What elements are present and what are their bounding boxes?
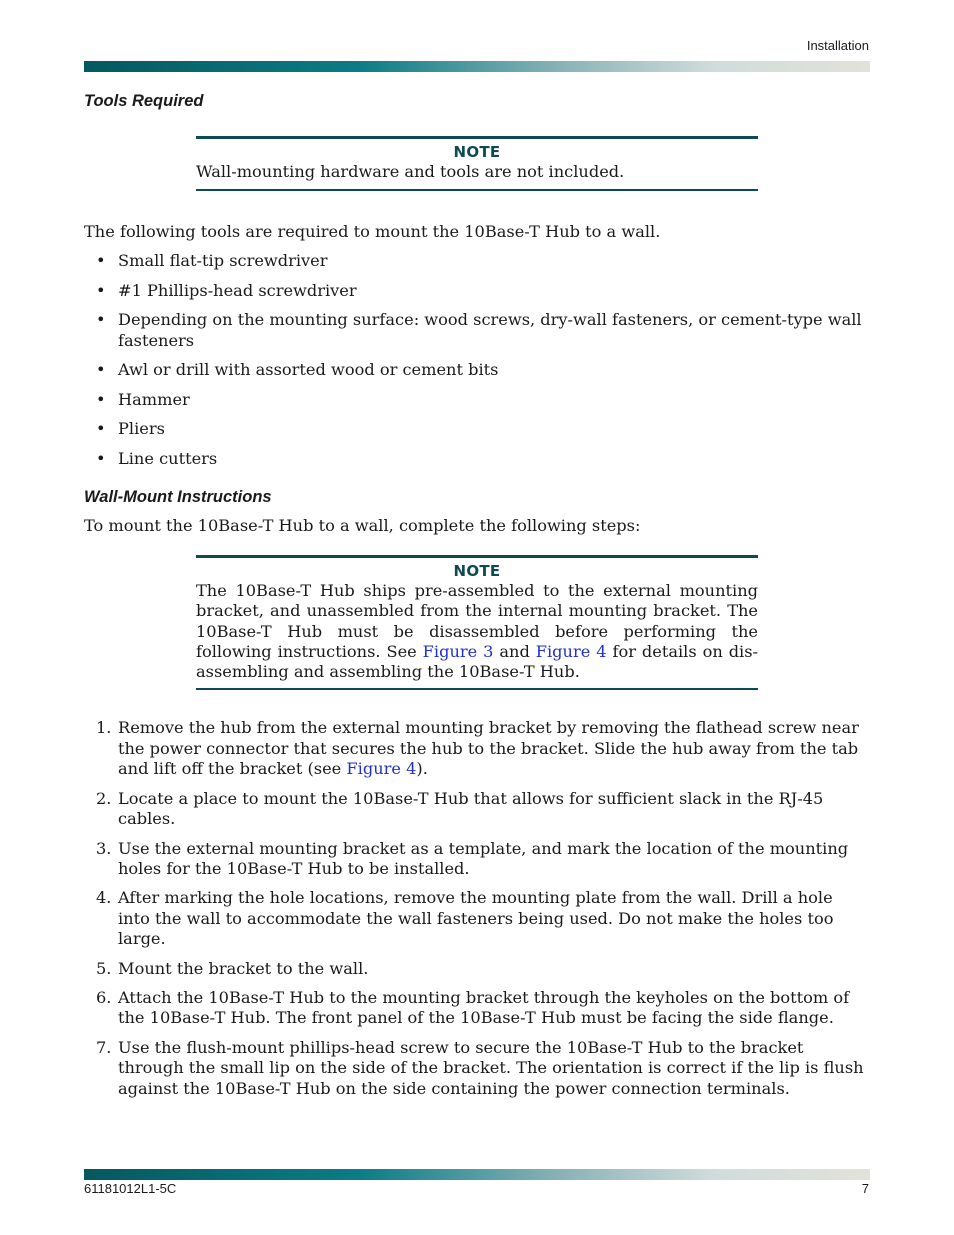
step-text: ). (416, 759, 428, 779)
steps-list (84, 718, 866, 1099)
list-item-text: Awl or drill with assorted wood or cement bits (118, 360, 499, 380)
step-text: Remove the hub from the external mounting bracket by removing the flathead screw near the power connector that secures the hub to the bracket. Slide the hub away from the tab and lift off the bracket (see (118, 718, 859, 779)
step-text: Locate a place to mount the 10Base-T Hub that allows for sufficient slack in the RJ-45 cables. (118, 788, 824, 828)
step-text: Use the external mounting bracket as a template, and mark the location of the mounting holes for the 10Base-T Hub to be installed. (118, 838, 849, 878)
step-number: 6. (96, 988, 112, 1008)
step-number: 3. (96, 838, 112, 858)
step-item (84, 1038, 866, 1099)
step-text: Attach the 10Base-T Hub to the mounting bracket through the keyholes on the bottom of the 10Base-T Hub. The front panel of the 10Base-T Hub must be facing the side flange. (118, 988, 850, 1028)
tools-intro: The following tools are required to mount the 10Base-T Hub to a wall. (84, 221, 661, 241)
note-text: and (493, 641, 536, 661)
step-number: 1. (96, 718, 112, 738)
bullet: • (96, 310, 106, 330)
bullet: • (96, 280, 106, 300)
step-text: Mount the bracket to the wall. (118, 958, 369, 978)
list-item (84, 281, 866, 301)
list-item (84, 360, 866, 380)
wall-mount-intro: To mount the 10Base-T Hub to a wall, complete the following steps: (84, 515, 641, 535)
step-text: After marking the hole locations, remove the mounting plate from the wall. Drill a hole into the wall to accommodate the wall fasteners being used. Do not make the holes too large. (118, 888, 834, 948)
step-number: 5. (96, 958, 112, 978)
step-number: 7. (96, 1038, 112, 1058)
list-item-text: Small flat-tip screwdriver (118, 251, 328, 271)
step-number: 2. (96, 788, 112, 808)
footer-rule (84, 1169, 870, 1180)
tools-required-heading: Tools Required (84, 92, 204, 110)
note-title: NOTE (453, 143, 501, 162)
note-title: NOTE (453, 561, 501, 580)
list-item-text: Pliers (118, 419, 165, 439)
bullet: • (96, 419, 106, 439)
list-item (84, 310, 866, 351)
wall-mount-note-box (196, 555, 758, 690)
step-number: 4. (96, 888, 112, 908)
bullet: • (96, 360, 106, 380)
header-rule (84, 61, 870, 72)
wall-mount-heading: Wall-Mount Instructions (84, 488, 272, 507)
tools-list (84, 251, 866, 469)
step-text: Use the flush-mount phillips-head screw to secure the 10Base-T Hub to the bracket through the small lip on the side of the bracket. The orientation is correct if the lip is flush against the 10Base-T Hub on the side containing the power connection terminals. (118, 1038, 864, 1098)
page-content (84, 91, 866, 1108)
note-text: for details on dis-assembling and assembling the 10Base-T Hub. (196, 641, 759, 682)
bullet: • (96, 449, 106, 469)
list-item-text: #1 Phillips-head screwdriver (118, 280, 357, 300)
note-text: The 10Base-T Hub ships pre-assembled to the external mounting bracket, and unassembled from the internal mounting bracket. The 10Base-T Hub must be disassembled before performing the following instructions. See (196, 580, 758, 661)
list-item (84, 419, 866, 439)
tools-note-box (196, 136, 758, 190)
step-item (84, 959, 866, 979)
note-body: Wall-mounting hardware and tools are not included. (196, 162, 625, 182)
figure-3-link[interactable]: Figure 3 (422, 641, 494, 661)
step-item (84, 888, 866, 949)
list-item-text: Line cutters (118, 449, 218, 469)
step-item (84, 789, 866, 830)
page-number: 7 (861, 1181, 869, 1196)
bullet: • (96, 389, 106, 409)
list-item (84, 390, 866, 410)
list-item-text: Hammer (118, 389, 190, 409)
figure-4-link[interactable]: Figure 4 (346, 759, 417, 779)
figure-4-link[interactable]: Figure 4 (535, 641, 607, 661)
step-item (84, 839, 866, 880)
list-item-text: Depending on the mounting surface: wood screws, dry-wall fasteners, or cement-type wall fasteners (118, 310, 862, 350)
note-body (196, 581, 758, 688)
list-item (84, 449, 866, 469)
list-item (84, 251, 866, 271)
bullet: • (96, 251, 106, 271)
document-number: 61181012L1-5C (84, 1181, 177, 1196)
step-item (84, 988, 866, 1029)
step-item (84, 718, 866, 779)
running-header: Installation (806, 38, 869, 53)
